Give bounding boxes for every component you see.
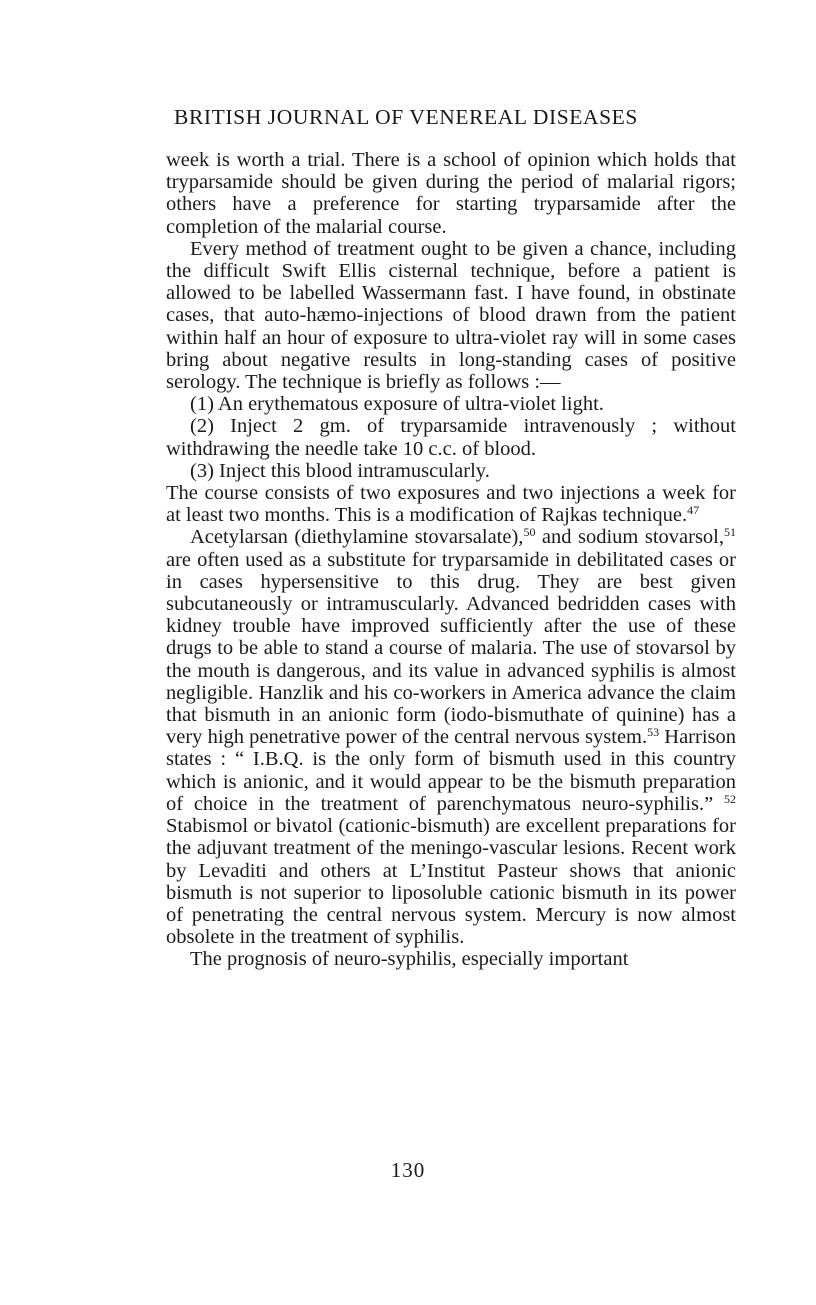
reference-47: 47 — [687, 503, 700, 518]
list-item-2: (2) Inject 2 gm. of tryparsamide intravenously ; without withdrawing the needle take 10 c.c. of blood. — [166, 415, 736, 460]
article-body — [166, 149, 736, 971]
page-number: 130 — [390, 1158, 426, 1182]
list-item-1: (1) An erythematous exposure of ultra-violet light. — [190, 393, 604, 416]
paragraph-treatment-methods: Every method of treatment ought to be given a chance, including the difficult Swift Ellis cisternal technique, before a patient is allowed to be labelled Wassermann fast. I have found, in obstinate cases, that auto-hæmo-injections of blood drawn from the patient within half an hour of exposure to ultra-violet ray will in some cases bring about negative results in long-standing cases of positive serology. The technique is briefly as follows :— — [166, 237, 736, 394]
paragraph-continuation: week is worth a trial. There is a school of opinion which holds that tryparsamide should be given during the period of malarial rigors; others have a preference for starting tryparsamide after the completion of the malarial course. — [166, 149, 736, 238]
paragraph-acetylarsan-seg3: are often used as a substitute for tryparsamide in debilitated cases or in cases hypersensitive to this drug. They are best given subcutaneously or intramuscularly. Advanced bedridden cases with kidney trouble have improved sufficiently after the use of these drugs to be able to stand a course of malaria. The use of stovarsol by the mouth is dangerous, and its value in advanced syphilis is almost negligible. Hanzlik and his co-workers in America advance the claim that bismuth in an anionic form (iodo-bismuthate of quinine) has a very high penetrative power of the central nervous system. — [166, 548, 736, 749]
reference-51: 51 — [724, 525, 736, 540]
paragraph-course — [166, 482, 736, 526]
paragraph-prognosis: The prognosis of neuro-syphilis, especially important — [190, 948, 629, 971]
paragraph-acetylarsan-seg4: Harrison states : “ I.B.Q. is the only form of bismuth used in this country which is anionic, and it would appear to be the bismuth preparation of choice in the treatment of parenchymatous neuro-syphilis.” — [166, 726, 736, 815]
paragraph-course-text: The course consists of two exposures and two injections a week for at least two months. This is a modification of Rajkas technique. — [166, 482, 736, 527]
running-head: BRITISH JOURNAL OF VENEREAL DISEASES — [174, 105, 638, 129]
paragraph-acetylarsan-seg5: Stabismol or bivatol (cationic-bismuth) are excellent preparations for the adjuvant treatment of the meningo-vascular lesions. Recent work by Levaditi and others at L’Institut Pasteur shows that anionic bismuth is not superior to liposoluble cationic bismuth in its power of penetrating the central nervous system. Mercury is now almost obsolete in the treatment of syphilis. — [166, 815, 736, 949]
paragraph-acetylarsan — [166, 526, 736, 948]
reference-53: 53 — [647, 725, 660, 740]
reference-52: 52 — [724, 791, 736, 806]
reference-50: 50 — [523, 525, 536, 540]
list-item-3: (3) Inject this blood intramuscularly. — [190, 459, 490, 482]
paragraph-acetylarsan-seg2: and sodium stovarsol, — [535, 526, 724, 549]
paragraph-acetylarsan-seg1: Acetylarsan (diethylamine stovarsalate), — [190, 526, 524, 549]
